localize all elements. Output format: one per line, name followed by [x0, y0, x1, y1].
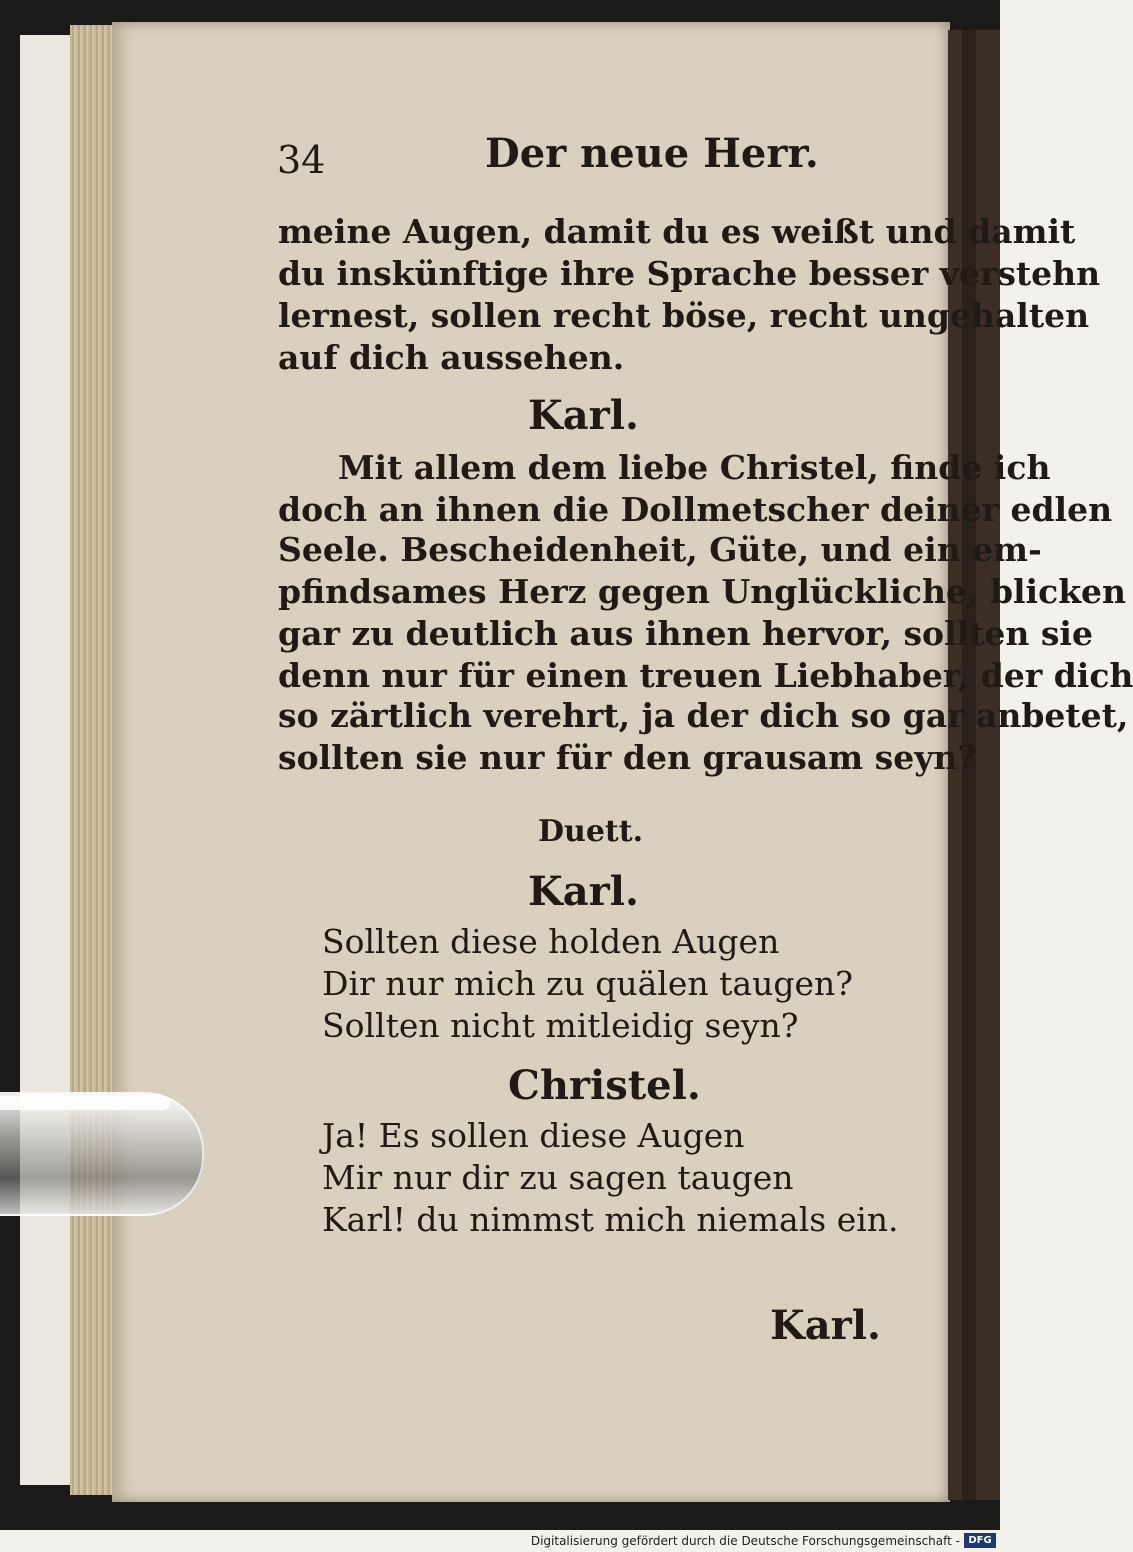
verse-line: Ja! Es sollen diese Augen: [322, 1116, 745, 1155]
speaker-heading: Christel.: [508, 1062, 701, 1109]
speech-line: doch an ihnen die Dollmetscher deiner edlen: [278, 490, 1113, 529]
speaker-heading: Karl.: [528, 868, 639, 915]
text-line: du inskünftige ihre Sprache besser verstehn: [278, 254, 1101, 293]
glass-highlight: [0, 1096, 170, 1110]
speech-line: sollten sie nur für den grausam seyn?: [278, 738, 977, 777]
text-line: auf dich aussehen.: [278, 338, 625, 377]
funding-credit: Digitalisierung gefördert durch die Deutsche Forschungsgemeinschaft -: [530, 1534, 960, 1548]
verse-line: Sollten nicht mitleidig seyn?: [322, 1006, 799, 1045]
verse-line: Mir nur dir zu sagen taugen: [322, 1158, 794, 1197]
speech-line: pfindsames Herz gegen Unglückliche, blicken: [278, 572, 1127, 611]
verse-line: Karl! du nimmst mich niemals ein.: [322, 1200, 899, 1239]
speech-line: denn nur für einen treuen Liebhaber, der dich: [278, 656, 1133, 695]
text-line: lernest, sollen recht böse, recht ungehalten: [278, 296, 1090, 335]
speaker-heading: Karl.: [528, 392, 639, 439]
page-number: 34: [277, 138, 326, 182]
verse-line: Dir nur mich zu quälen taugen?: [322, 964, 853, 1003]
catchword: Karl.: [770, 1302, 881, 1349]
footer-bar: [0, 1530, 1000, 1552]
speech-line: Seele. Bescheidenheit, Güte, und ein em-: [278, 530, 1042, 569]
duett-heading: Duett.: [538, 814, 644, 849]
text-line: meine Augen, damit du es weißt und damit: [278, 212, 1076, 251]
speech-line: gar zu deutlich aus ihnen hervor, sollten sie: [278, 614, 1093, 653]
speech-line: so zärtlich verehrt, ja der dich so gar anbetet,: [278, 696, 1129, 735]
running-title: Der neue Herr.: [485, 130, 819, 177]
speech-line: Mit allem dem liebe Christel, finde ich: [338, 448, 1051, 487]
verse-line: Sollten diese holden Augen: [322, 922, 780, 961]
glass-page-holder: [0, 1092, 204, 1216]
dfg-logo: DFG: [964, 1533, 996, 1548]
